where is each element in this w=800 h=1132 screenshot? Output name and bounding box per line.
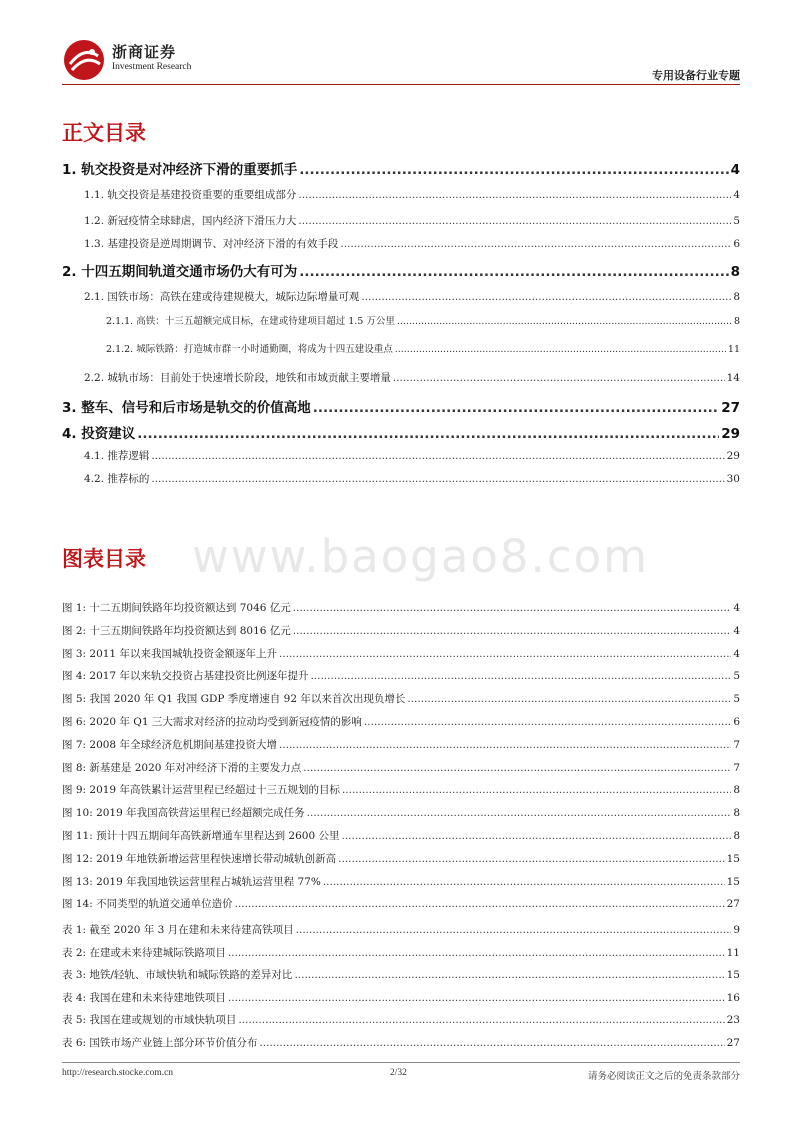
table-entry-page: 15 [726, 969, 740, 982]
dot-leader [238, 1014, 724, 1026]
toc-entry-text: 2.1.1. 高铁：十三五超额完成目标，在建或待建项目超过 1.5 万公里 [106, 316, 395, 327]
dot-leader [303, 762, 731, 774]
toc-entry[interactable] [106, 341, 740, 355]
figure-entry-text: 图 5: 我国 2020 年 Q1 我国 GDP 季度增速自 92 年以来首次出现负增长 [62, 693, 406, 706]
figure-entry-text: 图 7: 2008 年全球经济危机期间基建投资大增 [62, 738, 277, 751]
table-entry[interactable] [62, 922, 740, 937]
toc-entry-text: 2. 十四五期间轨道交通市场仍大有可为 [62, 264, 298, 280]
dot-leader [279, 739, 731, 751]
dot-leader [395, 344, 726, 355]
toc-entry-text: 1. 轨交投资是对冲经济下滑的重要抓手 [62, 162, 298, 178]
figure-entry[interactable] [62, 805, 740, 820]
figure-entry-page: 4 [733, 602, 740, 614]
figure-entry-page: 4 [733, 647, 740, 660]
toc-entry-page: 5 [733, 215, 740, 227]
table-entry-page: 27 [726, 1037, 740, 1049]
table-entry-text: 表 4: 我国在建和未来待建地铁项目 [62, 991, 226, 1004]
dot-leader [296, 924, 732, 936]
toc-entry-text: 3. 整车、信号和后市场是轨交的价值高地 [62, 400, 311, 416]
toc-entry[interactable] [84, 187, 740, 202]
table-entry-text: 表 2: 在建或未来待建城际铁路项目 [62, 946, 226, 959]
toc-entry-page: 8 [733, 291, 740, 303]
figure-entry-text: 图 1: 十二五期间铁路年均投资额达到 7046 亿元 [62, 602, 291, 614]
dot-leader [279, 648, 731, 660]
figure-entry[interactable] [62, 668, 740, 683]
table-entry-page: 11 [726, 946, 740, 959]
table-entry-text: 表 3: 地铁/轻轨、市域快轨和城际铁路的差异对比 [62, 969, 293, 982]
figure-entry[interactable] [62, 714, 740, 729]
figure-entry-text: 图 11: 预计十四五期间年高铁新增通车里程达到 2600 公里 [62, 830, 340, 842]
dot-leader [323, 876, 725, 888]
toc-entry-page: 4 [730, 162, 740, 178]
figure-entry[interactable] [62, 896, 740, 911]
figure-entry-text: 图 13: 2019 年我国地铁运营里程占城轨运营里程 77% [62, 875, 321, 888]
figure-entry-text: 图 3: 2011 年以来我国城轨投资金额逐年上升 [62, 647, 277, 660]
table-entry[interactable] [62, 945, 740, 960]
dot-leader [407, 693, 731, 705]
toc-entry-page: 29 [726, 450, 740, 462]
figure-entry-text: 图 8: 新基建是 2020 年对冲经济下滑的主要发力点 [62, 761, 302, 774]
brand-name-en: Investment Research [112, 62, 192, 72]
brand-name-cn: 浙商证券 [112, 43, 177, 61]
toc-entry-text: 2.1. 国铁市场：高铁在建或待建规模大，城际边际增量可观 [84, 291, 360, 303]
dot-leader [361, 291, 731, 303]
toc-entry[interactable] [84, 448, 740, 463]
toc-entry[interactable] [62, 158, 740, 178]
table-entry[interactable] [62, 1035, 740, 1050]
dot-leader [259, 1037, 724, 1049]
table-entry-text: 表 5: 我国在建或规划的市域快轨项目 [62, 1014, 237, 1027]
page-number: 2/32 [390, 1068, 407, 1078]
toc-entry[interactable] [62, 260, 740, 280]
figure-entry[interactable] [62, 782, 740, 797]
dot-leader [342, 784, 731, 796]
dot-leader [293, 602, 732, 614]
toc-entry[interactable] [106, 313, 740, 327]
figure-entry-page: 8 [733, 807, 740, 820]
watermark: www.baogao8.com [192, 530, 649, 583]
toc-entry-page: 29 [721, 426, 740, 442]
dot-leader [310, 670, 731, 682]
toc-entry-page: 6 [733, 238, 740, 250]
table-entry[interactable] [62, 990, 740, 1005]
dot-leader [338, 853, 724, 865]
dot-leader [307, 807, 732, 819]
figure-entry[interactable] [62, 691, 740, 706]
figure-entry[interactable] [62, 646, 740, 661]
figure-entry-page: 15 [726, 852, 740, 865]
toc-entry-text: 1.3. 基建投资是逆周期调节、对冲经济下滑的有效手段 [84, 238, 339, 250]
toc-entry-text: 4. 投资建议 [62, 426, 136, 442]
table-entry[interactable] [62, 967, 740, 982]
figure-entry-text: 图 14: 不同类型的轨道交通单位造价 [62, 898, 233, 911]
header-divider [62, 84, 740, 85]
table-entry[interactable] [62, 1012, 740, 1027]
dot-leader [298, 215, 731, 227]
table-entry-text: 表 1: 截至 2020 年 3 月在建和未来待建高铁项目 [62, 924, 294, 936]
toc-entry[interactable] [84, 471, 740, 486]
dot-leader [228, 992, 725, 1004]
dot-leader [364, 716, 731, 728]
footer-divider [62, 1062, 740, 1063]
figure-entry[interactable] [62, 600, 740, 615]
toc-entry[interactable] [84, 236, 740, 251]
table-entry-page: 23 [726, 1014, 740, 1027]
dot-leader [299, 162, 728, 178]
toc-entry-page: 8 [733, 316, 740, 327]
figure-entry[interactable] [62, 737, 740, 752]
figure-entry-text: 图 4: 2017 年以来轨交投资占基建投资比例逐年提升 [62, 670, 309, 683]
dot-leader [313, 400, 719, 416]
figure-entry-page: 7 [733, 738, 740, 751]
toc-entry-text: 2.1.2. 城际铁路：打造城市群一小时通勤圈，将成为十四五建设重点 [106, 344, 393, 355]
figure-entry-page: 4 [733, 624, 740, 637]
dot-leader [294, 969, 724, 981]
dot-leader [293, 625, 732, 637]
toc-entry-text: 4.2. 推荐标的 [84, 473, 150, 485]
figure-entry-page: 8 [733, 784, 740, 797]
toc-entry-text: 4.1. 推荐逻辑 [84, 450, 150, 462]
figure-entry-text: 图 12: 2019 年地铁新增运营里程快速增长带动城轨创新高 [62, 852, 337, 865]
figure-entry-text: 图 2: 十三五期间铁路年均投资额达到 8016 亿元 [62, 624, 291, 637]
toc-entry-page: 27 [721, 400, 740, 416]
toc-entry-page: 11 [727, 344, 740, 355]
toc-entry-text: 2.2. 城轨市场：目前处于快速增长阶段，地铁和市域贡献主要增量 [84, 372, 391, 384]
toc-title: 正文目录 [62, 121, 146, 145]
dot-leader [151, 473, 724, 485]
figure-entry-text: 图 9: 2019 年高铁累计运营里程已经超过十三五规划的目标 [62, 784, 340, 797]
table-entry-page: 9 [733, 924, 740, 936]
dot-leader [340, 238, 731, 250]
dot-leader [151, 450, 724, 462]
figure-entry[interactable] [62, 828, 740, 843]
dot-leader [397, 316, 732, 327]
dot-leader [299, 264, 728, 280]
footer-disclaimer: 请务必阅读正文之后的免责条款部分 [587, 1071, 740, 1082]
figure-entry-page: 5 [733, 693, 740, 706]
toc-entry-page: 8 [730, 264, 740, 280]
footer-url-link[interactable]: http://research.stocke.com.cn [62, 1068, 174, 1078]
toc-entry-page: 14 [726, 372, 740, 384]
figure-entry-page: 15 [726, 875, 740, 888]
figure-entry-page: 8 [733, 830, 740, 842]
figure-entry[interactable] [62, 623, 740, 638]
figure-entry-page: 5 [733, 670, 740, 683]
toc-entry-page: 30 [726, 473, 740, 485]
figure-entry[interactable] [62, 851, 740, 866]
dot-leader [298, 189, 731, 201]
figure-entry[interactable] [62, 874, 740, 889]
toc-entry[interactable] [62, 396, 740, 416]
dot-leader [393, 372, 725, 384]
company-logo [62, 38, 106, 82]
toc-entry-text: 1.1. 轨交投资是基建投资重要的重要组成部分 [84, 189, 297, 201]
figure-entry-page: 7 [733, 761, 740, 774]
figure-entry[interactable] [62, 760, 740, 775]
table-entry-page: 16 [726, 991, 740, 1004]
dot-leader [137, 426, 719, 442]
toc-entry[interactable] [84, 289, 740, 304]
toc-entry[interactable] [84, 370, 740, 385]
table-entry-text: 表 6: 国铁市场产业链上部分环节价值分布 [62, 1037, 258, 1049]
report-type: 专用设备行业专题 [652, 69, 740, 82]
toc-entry[interactable] [84, 213, 740, 228]
dot-leader [235, 898, 725, 910]
dot-leader [341, 830, 731, 842]
toc-entry[interactable] [62, 422, 740, 442]
toc-entry-text: 1.2. 新冠疫情全球肆虐，国内经济下滑压力大 [84, 215, 297, 227]
dot-leader [228, 947, 725, 959]
figure-entry-text: 图 10: 2019 年我国高铁营运里程已经超额完成任务 [62, 807, 305, 820]
toc-entry-page: 4 [733, 189, 740, 201]
figure-entry-page: 27 [726, 898, 740, 911]
figure-entry-text: 图 6: 2020 年 Q1 三大需求对经济的拉动均受到新冠疫情的影响 [62, 716, 362, 728]
figure-list-title: 图表目录 [62, 547, 146, 571]
figure-entry-page: 6 [733, 716, 740, 728]
